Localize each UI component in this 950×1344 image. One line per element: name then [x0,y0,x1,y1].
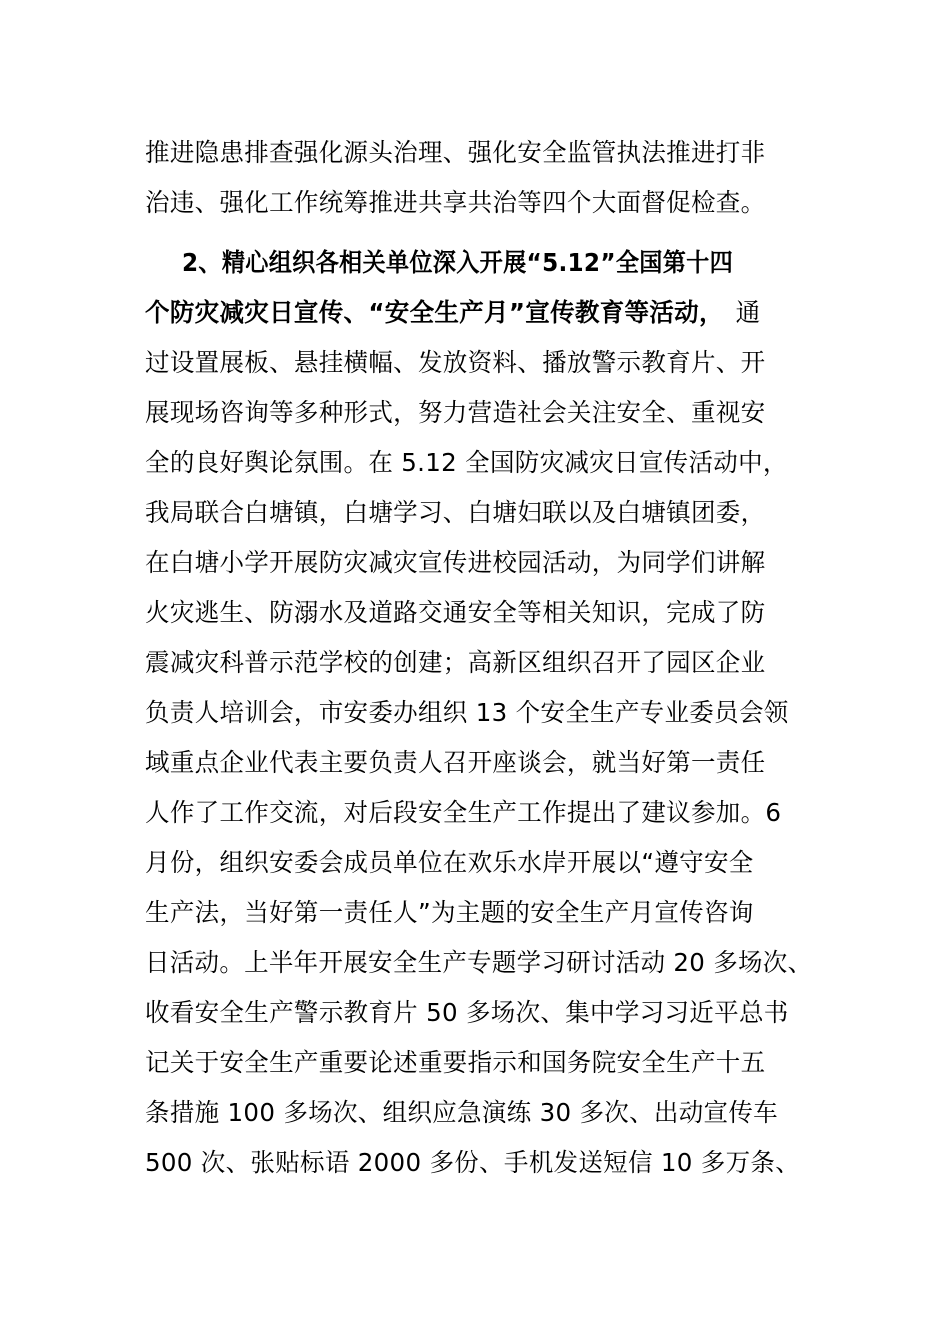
text-segment: 日活动。上半年开展安全生产专题学习研讨活动 20 多场次、 [145,948,813,977]
section-heading-line [182,246,812,280]
text-line [145,1046,812,1080]
text-line [145,896,812,930]
text-segment: 震减灾科普示范学校的创建；高新区组织召开了园区企业 [145,648,766,677]
text-segment: 火灾逃生、防溺水及道路交通安全等相关知识，完成了防 [145,598,766,627]
text-line [145,646,812,680]
text-segment: 在白塘小学开展防灾减灾宣传进校园活动，为同学们讲解 [145,548,766,577]
text-line [145,496,812,530]
text-segment: 展现场咨询等多种形式，努力营造社会关注安全、重视安 [145,398,766,427]
text-line [145,1096,812,1130]
text-segment: 推进隐患排查强化源头治理、强化安全监管执法推进打非 [145,138,766,167]
text-line [145,996,812,1030]
text-line [145,136,812,170]
text-segment: 人作了工作交流，对后段安全生产工作提出了建议参加。6 [145,798,782,827]
text-line [145,796,812,830]
text-line [145,546,812,580]
text-segment: 500 次、张贴标语 2000 多份、手机发送短信 10 多万条、 [145,1148,801,1177]
text-line [145,946,811,980]
text-segment: 月份，组织安委会成员单位在欢乐水岸开展以“遵守安全 [145,848,754,877]
text-line [145,596,812,630]
text-segment: 记关于安全生产重要论述重要指示和国务院安全生产十五 [145,1048,766,1077]
text-segment: 域重点企业代表主要负责人召开座谈会，就当好第一责任 [145,748,766,777]
text-segment: 生产法，当好第一责任人”为主题的安全生产月宣传咨询 [145,898,754,927]
text-segment: 过设置展板、悬挂横幅、发放资料、播放警示教育片、开 [145,348,766,377]
text-segment: 收看安全生产警示教育片 50 多场次、集中学习习近平总书 [145,998,789,1027]
text-line [145,346,812,380]
section-heading-text: 2、精心组织各相关单位深入开展“5.12”全国第十四 [182,248,734,277]
text-line [145,696,812,730]
text-segment: 通 [735,298,761,327]
text-line [145,396,812,430]
text-line [145,186,812,220]
text-line [145,746,812,780]
text-line [145,846,812,880]
text-segment: 我局联合白塘镇，白塘学习、白塘妇联以及白塘镇团委， [145,498,766,527]
section-heading-text: 个防灾减灾日宣传、“安全生产月”宣传教育等活动， [145,298,724,327]
text-segment: 条措施 100 多场次、组织应急演练 30 多次、出动宣传车 [145,1098,779,1127]
text-line [145,446,812,480]
text-segment: 全的良好舆论氛围。在 5.12 全国防灾减灾日宣传活动中， [145,448,788,477]
text-segment: 负责人培训会，市安委办组织 13 个安全生产专业委员会领 [145,698,789,727]
text-segment: 治违、强化工作统筹推进共享共治等四个大面督促检查。 [145,188,766,217]
text-line [145,296,812,330]
text-line [145,1146,812,1180]
